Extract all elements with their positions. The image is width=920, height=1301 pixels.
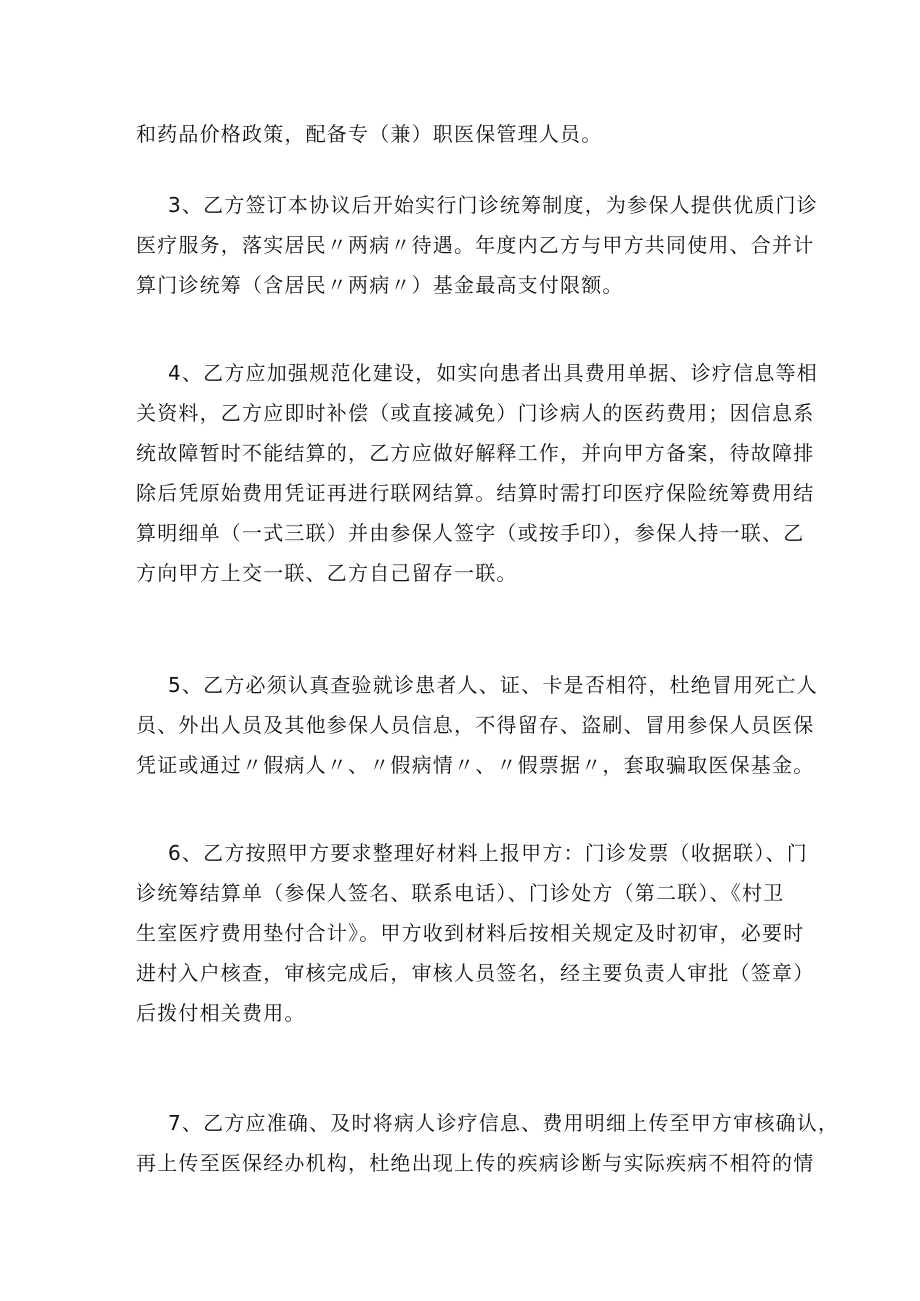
text-line: 关资料，乙方应即时补偿（或直接减免）门诊病人的医药费用；因信息系 [136, 401, 815, 425]
text-line: 再上传至医保经办机构，杜绝出现上传的疾病诊断与实际疾病不相符的情 [136, 1151, 815, 1175]
paragraph-item-4 [136, 353, 818, 593]
text-line: 医疗服务，落实居民〃两病〃待遇。年度内乙方与甲方共同使用、合并计 [136, 233, 815, 257]
text-line: 除后凭原始费用凭证再进行联网结算。结算时需打印医疗保险统筹费用结 [136, 481, 815, 505]
text-line: 算门诊统筹（含居民〃两病〃）基金最高支付限额。 [136, 273, 624, 297]
paragraph-continuation [136, 114, 796, 154]
text-line: 进村入户核查，审核完成后，审核人员签名，经主要负责人审批（签章） [136, 961, 815, 985]
text-line: 算明细单（一式三联）并由参保人签字（或按手印），参保人持一联、乙 [136, 521, 805, 545]
text-line: 7、乙方应准确、及时将病人诊疗信息、费用明细上传至甲方审核确认， [168, 1111, 840, 1135]
text-line: 后拨付相关费用。 [136, 1001, 306, 1025]
text-line: 方向甲方上交一联、乙方自己留存一联。 [136, 561, 518, 585]
text-line: 5、乙方必须认真查验就诊患者人、证、卡是否相符，杜绝冒用死亡人 [168, 673, 818, 697]
paragraph-item-6 [136, 833, 815, 1033]
text-line: 4、乙方应加强规范化建设，如实向患者出具费用单据、诊疗信息等相 [168, 361, 818, 385]
text-line: 生室医疗费用垫付合计》。甲方收到材料后按相关规定及时初审，必要时 [136, 921, 805, 945]
paragraph-item-5 [136, 665, 818, 785]
text-line: 诊统筹结算单（参保人签名、联系电话）、门诊处方（第二联）、《村卫 [136, 881, 785, 905]
text-line: 员、外出人员及其他参保人员信息，不得留存、盗刷、冒用参保人员医保 [136, 713, 815, 737]
text-line: 凭证或通过〃假病人〃、〃假病情〃、〃假票据〃，套取骗取医保基金。 [136, 753, 815, 777]
text-line: 3、乙方签订本协议后开始实行门诊统筹制度，为参保人提供优质门诊 [168, 193, 818, 217]
text-line: 和药品价格政策，配备专（兼）职医保管理人员。 [136, 122, 603, 146]
paragraph-item-7 [136, 1103, 840, 1183]
paragraph-item-3 [136, 185, 818, 305]
text-line: 统故障暂时不能结算的，乙方应做好解释工作，并向甲方备案，待故障排 [136, 441, 815, 465]
text-line: 6、乙方按照甲方要求整理好材料上报甲方：门诊发票（收据联）、门 [168, 841, 808, 865]
